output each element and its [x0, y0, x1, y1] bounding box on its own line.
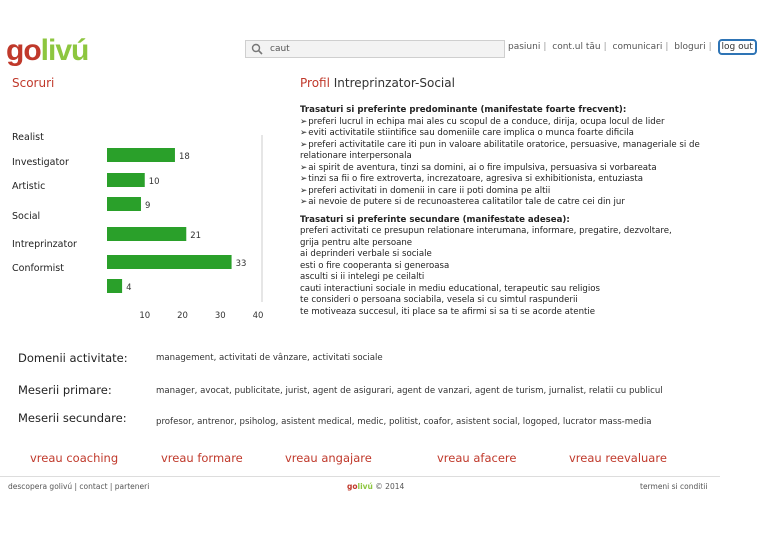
category-label: Conformist	[12, 263, 64, 274]
search-value: caut	[270, 44, 290, 54]
bar	[107, 227, 186, 241]
category-label: Realist	[12, 132, 44, 143]
traits-panel	[300, 105, 700, 318]
top-nav: pasiuni | cont.ul tău | comunicari | bloguri | log out	[508, 40, 757, 54]
bar	[107, 255, 232, 269]
primary-jobs-value: manager, avocat, publicitate, jurist, agent de asigurari, agent de vanzari, agent de turism, jurnalist, relatii cu publicul	[156, 386, 663, 396]
bar	[107, 148, 175, 162]
search-input[interactable]	[245, 40, 505, 58]
profile-title	[300, 76, 455, 90]
scores-chart	[0, 130, 290, 330]
secondary-jobs-value: profesor, antrenor, psiholog, asistent medical, medic, politist, coafor, asistent social, logoped, lucrator mass-media	[156, 417, 652, 427]
profile-title-name: Intreprinzator-Social	[333, 76, 455, 90]
secondary-trait: preferi activitati ce presupun relationare interumana, informare, pregatire, dezvoltare,	[300, 226, 672, 236]
nav-contul-tau[interactable]: cont.ul tău	[552, 42, 601, 52]
primary-trait: ➢ eviti activitatile stiintifice sau domeniile care implica o munca foarte dificila	[300, 128, 700, 140]
category-label: Artistic	[12, 181, 46, 192]
secondary-trait: grija pentru alte persoane	[300, 237, 413, 248]
secondary-jobs-label: Meserii secundare:	[18, 411, 127, 425]
scores-title: Scoruri	[12, 76, 55, 90]
primary-trait: ➢ ai spirit de aventura, tinzi sa domini, ai o fire impulsiva, persuasiva si vorbareata	[300, 163, 700, 175]
primary-trait: ➢ preferi lucrul in echipa mai ales cu scopul de a conduce, dirija, ocupa locul de lider	[300, 117, 700, 129]
primary-jobs-label: Meserii primare:	[18, 383, 112, 397]
footer-copyright	[347, 482, 404, 491]
logo[interactable]	[6, 36, 88, 66]
secondary-trait: asculti si ii intelegi pe ceilalti	[300, 272, 425, 282]
reevaluare-link[interactable]: vreau reevaluare	[569, 451, 667, 465]
bar-value-label: 18	[178, 152, 190, 162]
secondary-trait: ai deprinderi verbale si sociale	[300, 249, 432, 259]
x-tick-label: 20	[177, 311, 188, 321]
logo-livu: livú	[40, 34, 89, 67]
category-label: Intreprinzator	[12, 239, 77, 250]
afacere-link[interactable]: vreau afacere	[437, 451, 517, 465]
nav-pasiuni[interactable]: pasiuni	[508, 42, 541, 52]
secondary-trait: esti o fire cooperanta si generoasa	[300, 260, 450, 271]
bar	[107, 279, 122, 293]
primary-traits-heading: Trasaturi si preferinte predominante (manifestate foarte frecvent):	[300, 105, 627, 115]
primary-trait: ➢ tinzi sa fii o fire extroverta, increzatoare, agresiva si exhibitionista, entuziasta	[300, 174, 700, 186]
footer-brand-livu: livú	[357, 482, 373, 491]
profile-title-prefix: Profil	[300, 76, 330, 90]
scores-chart-svg	[0, 130, 290, 330]
angajare-link[interactable]: vreau angajare	[285, 451, 372, 465]
bar-value-label: 10	[148, 177, 160, 187]
primary-trait: ➢ ai nevoie de putere si de recunoasterea calitatilor tale de catre cei din jur	[300, 197, 700, 209]
footer-links[interactable]: descopera golivú | contact | parteneri	[8, 482, 150, 491]
bar	[107, 173, 145, 187]
domains-value: management, activitati de vânzare, activitati sociale	[156, 353, 383, 363]
primary-trait: ➢ preferi activitatile care iti pun in valoare abilitatile oratorice, persuasive, manageriale si de relationare interpersonala	[300, 140, 700, 163]
logo-go: go	[6, 34, 41, 67]
secondary-trait: cauti interactiuni sociale in mediu educational, terapeutic sau religios	[300, 283, 601, 294]
coaching-link[interactable]: vreau coaching	[30, 451, 119, 465]
bar-value-label: 33	[235, 259, 247, 269]
secondary-trait: te consideri o persoana sociabila, vesela si cu simtul raspunderii	[300, 295, 578, 305]
formare-link[interactable]: vreau formare	[161, 451, 243, 465]
x-tick-label: 30	[214, 311, 226, 321]
secondary-trait: te motiveaza succesul, iti place sa te afirmi si sa ti se acorde atentie	[300, 306, 596, 317]
bar-value-label: 9	[144, 201, 151, 211]
logout-button[interactable]: log out	[718, 39, 757, 55]
secondary-traits-heading: Trasaturi si preferinte secundare (manifestate adesea):	[300, 214, 570, 225]
x-tick-label: 40	[252, 311, 264, 321]
domains-label: Domenii activitate:	[18, 351, 128, 365]
footer-brand-go: go	[347, 482, 358, 491]
nav-comunicari[interactable]: comunicari	[612, 42, 663, 52]
primary-trait: ➢ preferi activitati in domenii in care ii poti domina pe altii	[300, 186, 700, 198]
nav-bloguri[interactable]: bloguri	[674, 42, 706, 52]
footer-year: © 2014	[372, 482, 405, 491]
header	[0, 30, 753, 67]
bar	[107, 197, 141, 211]
footer	[0, 476, 720, 501]
category-label: Investigator	[12, 157, 69, 168]
x-tick-label: 10	[139, 311, 151, 321]
footer-terms-link[interactable]: termeni si conditii	[640, 482, 708, 491]
search-icon	[250, 42, 264, 56]
bar-value-label: 4	[126, 283, 132, 293]
bar-value-label: 21	[190, 231, 202, 241]
category-label: Social	[12, 211, 41, 222]
